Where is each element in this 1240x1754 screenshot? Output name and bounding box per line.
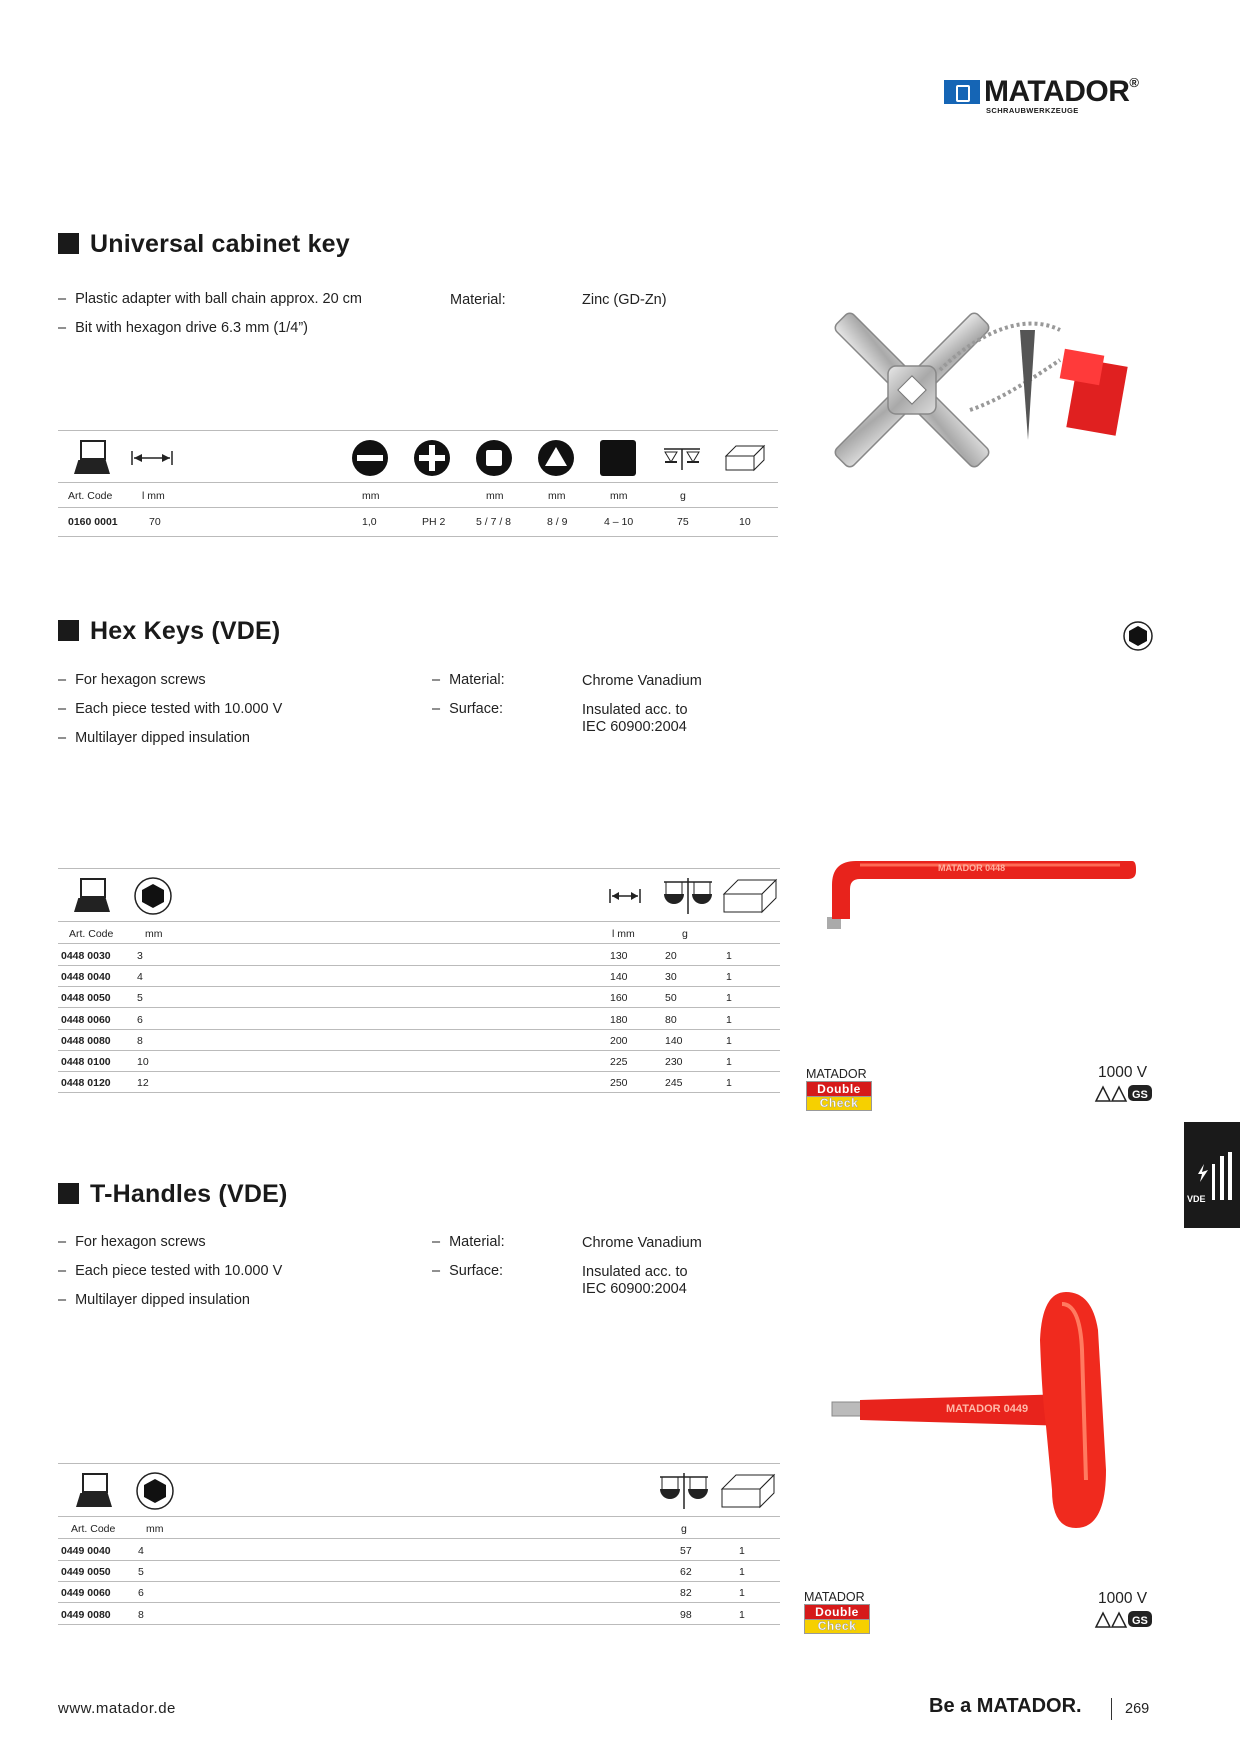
weight-value: 30 [665, 971, 677, 984]
surface-value: Insulated acc. to [582, 702, 688, 718]
t-handle-photo [830, 1290, 1130, 1530]
laptop-icon [76, 1473, 112, 1507]
length-value: 180 [610, 1013, 628, 1026]
length-icon [608, 888, 642, 904]
length-value: 160 [610, 992, 628, 1005]
col-header-art-code: Art. Code [69, 928, 114, 940]
col-header-weight: g [681, 1523, 687, 1535]
surface-value: Insulated acc. to [582, 1264, 688, 1280]
pack-value: 1 [739, 1566, 745, 1579]
registered-mark: ® [1129, 75, 1139, 90]
art-code: 0448 0120 [61, 1077, 111, 1090]
t-handles-table [58, 1463, 780, 1635]
svg-text:GS: GS [1132, 1089, 1148, 1101]
hex-key-label: MATADOR 0448 [938, 863, 1006, 873]
section-title-hex-keys: Hex Keys (VDE) [58, 617, 280, 646]
badge-brand: MATADOR [804, 1590, 865, 1604]
slotted-icon [352, 440, 388, 476]
box-icon [724, 444, 766, 472]
material-label: – Material: [432, 672, 505, 688]
weight-value: 80 [665, 1013, 677, 1026]
col-header-length: l mm [612, 928, 635, 940]
size-value: 4 [137, 971, 143, 984]
art-code: 0160 0001 [68, 516, 118, 528]
pack-value: 1 [726, 950, 732, 962]
size-value: 3 [137, 950, 143, 962]
size-value: 10 [137, 1056, 149, 1068]
section-title-cabinet-key: Universal cabinet key [58, 230, 350, 259]
length-value: 130 [610, 950, 628, 962]
badge-double: Double [804, 1604, 870, 1620]
voltage-rating: 1000 V [1098, 1590, 1148, 1607]
footer-website-link[interactable]: www.matador.de [58, 1700, 176, 1717]
material-label: Material: [450, 292, 506, 308]
art-code: 0448 0060 [61, 1013, 111, 1026]
material-value: Zinc (GD-Zn) [582, 292, 667, 308]
surface-standard: IEC 60900:2004 [582, 719, 687, 735]
size-value: 8 [138, 1608, 144, 1621]
material-value: Chrome Vanadium [582, 673, 702, 689]
size-value: 5 [137, 992, 143, 1005]
cabinet-key-photo [820, 300, 1140, 500]
size-value: 5 [138, 1566, 144, 1579]
weight-value: 230 [665, 1056, 683, 1068]
section-title-t-handles: T-Handles (VDE) [58, 1180, 287, 1209]
feature-item: – Each piece tested with 10.000 V [58, 1263, 282, 1279]
pack-value: 1 [739, 1608, 745, 1621]
hexagon-icon [1123, 621, 1153, 651]
weight-value: 75 [677, 516, 689, 528]
weight-value: 50 [665, 992, 677, 1005]
square-value: 5 / 7 / 8 [476, 516, 512, 528]
col-header-weight: g [682, 928, 688, 940]
feature-item: – For hexagon screws [58, 672, 206, 688]
box-icon [720, 1473, 776, 1509]
badge-check: Check [804, 1620, 870, 1634]
col-header-mm: mm [486, 490, 504, 502]
material-label: – Material: [432, 1234, 505, 1250]
col-header-mm: mm [548, 490, 566, 502]
pack-value: 1 [726, 971, 732, 984]
size-value: 4 [138, 1545, 144, 1557]
weight-value: 245 [665, 1077, 683, 1090]
length-value: 200 [610, 1034, 628, 1047]
length-value: 225 [610, 1056, 628, 1068]
pack-value: 1 [726, 1013, 732, 1026]
feature-item: – Multilayer dipped insulation [58, 1292, 250, 1308]
hex-key-photo [820, 855, 1140, 935]
square-icon [476, 440, 512, 476]
surface-label: – Surface: [432, 701, 503, 717]
double-check-badge [804, 1590, 870, 1634]
col-header-size: mm [145, 928, 163, 940]
slotted-value: 1,0 [362, 516, 377, 528]
col-header-art-code: Art. Code [68, 490, 113, 502]
pack-value: 1 [726, 1056, 732, 1068]
badge-double: Double [806, 1081, 872, 1097]
double-check-badge [806, 1067, 872, 1111]
brand-subtitle: SCHRAUBWERKZEUGE [986, 106, 1079, 115]
badge-brand: MATADOR [806, 1067, 867, 1081]
feature-item: – Bit with hexagon drive 6.3 mm (1/4”) [58, 320, 308, 336]
footer-divider [1111, 1698, 1112, 1720]
art-code: 0448 0050 [61, 992, 111, 1005]
pack-value: 1 [739, 1587, 745, 1600]
length-value: 250 [610, 1077, 628, 1090]
size-value: 6 [138, 1587, 144, 1600]
hex-keys-table [58, 868, 780, 1112]
page-number: 269 [1125, 1701, 1150, 1717]
laptop-icon [74, 440, 110, 474]
svg-text:GS: GS [1132, 1615, 1148, 1627]
hexagon-icon [134, 877, 172, 915]
matador-logo-icon [944, 80, 980, 104]
art-code: 0448 0080 [61, 1034, 111, 1047]
size-value: 6 [137, 1013, 143, 1026]
pack-value: 1 [726, 1077, 732, 1090]
col-header-length: l mm [142, 490, 165, 502]
weight-value: 82 [680, 1587, 692, 1600]
scale-icon [656, 1471, 712, 1511]
art-code: 0449 0040 [61, 1545, 111, 1557]
certification-icons [1094, 1610, 1154, 1628]
badge-check: Check [806, 1097, 872, 1111]
art-code: 0448 0040 [61, 971, 111, 984]
weight-value: 98 [680, 1608, 692, 1621]
col-header-weight: g [680, 490, 686, 502]
t-handle-label: MATADOR 0449 [946, 1403, 1029, 1415]
weight-value: 20 [665, 950, 677, 962]
footer-slogan: Be a MATADOR. [929, 1695, 1082, 1717]
pack-value: 1 [726, 1034, 732, 1047]
weight-value: 140 [665, 1034, 683, 1047]
surface-standard: IEC 60900:2004 [582, 1281, 687, 1297]
col-header-mm: mm [610, 490, 628, 502]
feature-item: – Plastic adapter with ball chain approx. 20 cm [58, 291, 362, 307]
material-value: Chrome Vanadium [582, 1235, 702, 1251]
box-icon [722, 878, 778, 914]
art-code: 0449 0080 [61, 1608, 111, 1621]
pack-value: 1 [739, 1545, 745, 1557]
voltage-rating: 1000 V [1098, 1064, 1148, 1081]
scale-icon [660, 876, 716, 916]
length-value: 140 [610, 971, 628, 984]
art-code: 0449 0060 [61, 1587, 111, 1600]
hexagon-icon [136, 1472, 174, 1510]
phillips-icon [414, 440, 450, 476]
surface-label: – Surface: [432, 1263, 503, 1279]
col-header-art-code: Art. Code [71, 1523, 116, 1535]
length-value: 70 [149, 516, 161, 528]
brand-name: MATADOR [984, 75, 1130, 108]
filled-square-icon [600, 440, 636, 476]
filled-square-value: 4 – 10 [604, 516, 634, 528]
laptop-icon [74, 878, 110, 912]
scale-icon [662, 444, 702, 472]
weight-value: 57 [680, 1545, 692, 1557]
size-value: 8 [137, 1034, 143, 1047]
certification-icons [1094, 1084, 1154, 1102]
feature-item: – For hexagon screws [58, 1234, 206, 1250]
cabinet-key-table [58, 430, 778, 540]
col-header-size: mm [146, 1523, 164, 1535]
pack-value: 1 [726, 992, 732, 1005]
art-code: 0449 0050 [61, 1566, 111, 1579]
vde-label: VDE [1187, 1194, 1206, 1204]
art-code: 0448 0030 [61, 950, 111, 962]
pack-value: 10 [739, 516, 751, 528]
triangle-value: 8 / 9 [547, 516, 568, 528]
col-header-mm: mm [362, 490, 380, 502]
feature-item: – Multilayer dipped insulation [58, 730, 250, 746]
matador-logo [944, 75, 1154, 118]
length-icon [130, 450, 174, 466]
art-code: 0448 0100 [61, 1056, 111, 1068]
phillips-value: PH 2 [422, 516, 446, 528]
weight-value: 62 [680, 1566, 692, 1579]
triangle-icon [538, 440, 574, 476]
size-value: 12 [137, 1077, 149, 1090]
feature-item: – Each piece tested with 10.000 V [58, 701, 282, 717]
vde-side-tab [1184, 1122, 1240, 1228]
